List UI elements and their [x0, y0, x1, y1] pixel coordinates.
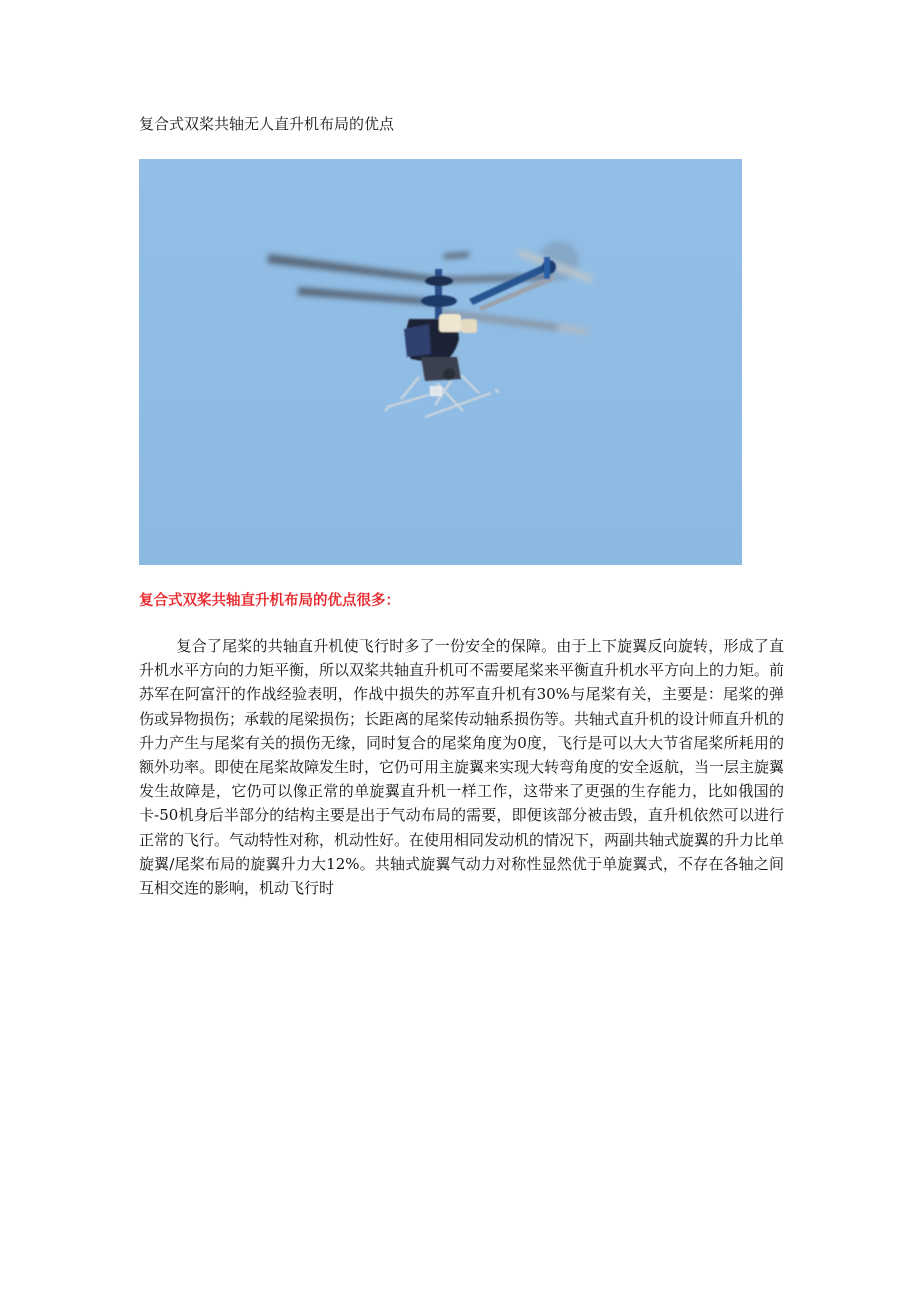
helicopter-illustration — [139, 159, 742, 565]
section-heading: 复合式双桨共轴直升机布局的优点很多： — [139, 592, 400, 609]
body-paragraph: 复合了尾桨的共轴直升机使飞行时多了一份安全的保障。由于上下旋翼反向旋转，形成了直升机水平方向的力矩平衡，所以双桨共轴直升机可不需要尾桨来平衡直升机水平方向上的力矩。前苏军在阿富汗的作战经验表明，作战中损失的苏军直升机有30%与尾桨有关，主要是：尾桨的弹伤或异物损伤；承载的尾梁损伤；长距离的尾桨传动轴系损伤等。共轴式直升机的设计师直升机的升力产生与尾桨有关的损伤无缘，同时复合的尾桨角度为0度，飞行是可以大大节省尾桨所耗用的额外功率。即使在尾桨故障发生时，它仍可用主旋翼来实现大转弯角度的安全返航，当一层主旋翼发生故障是，它仍可以像正常的单旋翼直升机一样工作，这带来了更强的生存能力，比如俄国的卡-50机身后半部分的结构主要是出于气动布局的需要，即便该部分被击毁，直升机依然可以进行正常的飞行。气动特性对称，机动性好。在使用相同发动机的情况下，两副共轴式旋翼的升力比单旋翼/尾桨布局的旋翼升力大12%。共轴式旋翼气动力对称性显然优于单旋翼式，不存在各轴之间互相交连的影响，机动飞行时 — [139, 637, 785, 898]
document-title: 复合式双桨共轴无人直升机布局的优点 — [139, 115, 395, 133]
helicopter-photo — [139, 159, 742, 565]
